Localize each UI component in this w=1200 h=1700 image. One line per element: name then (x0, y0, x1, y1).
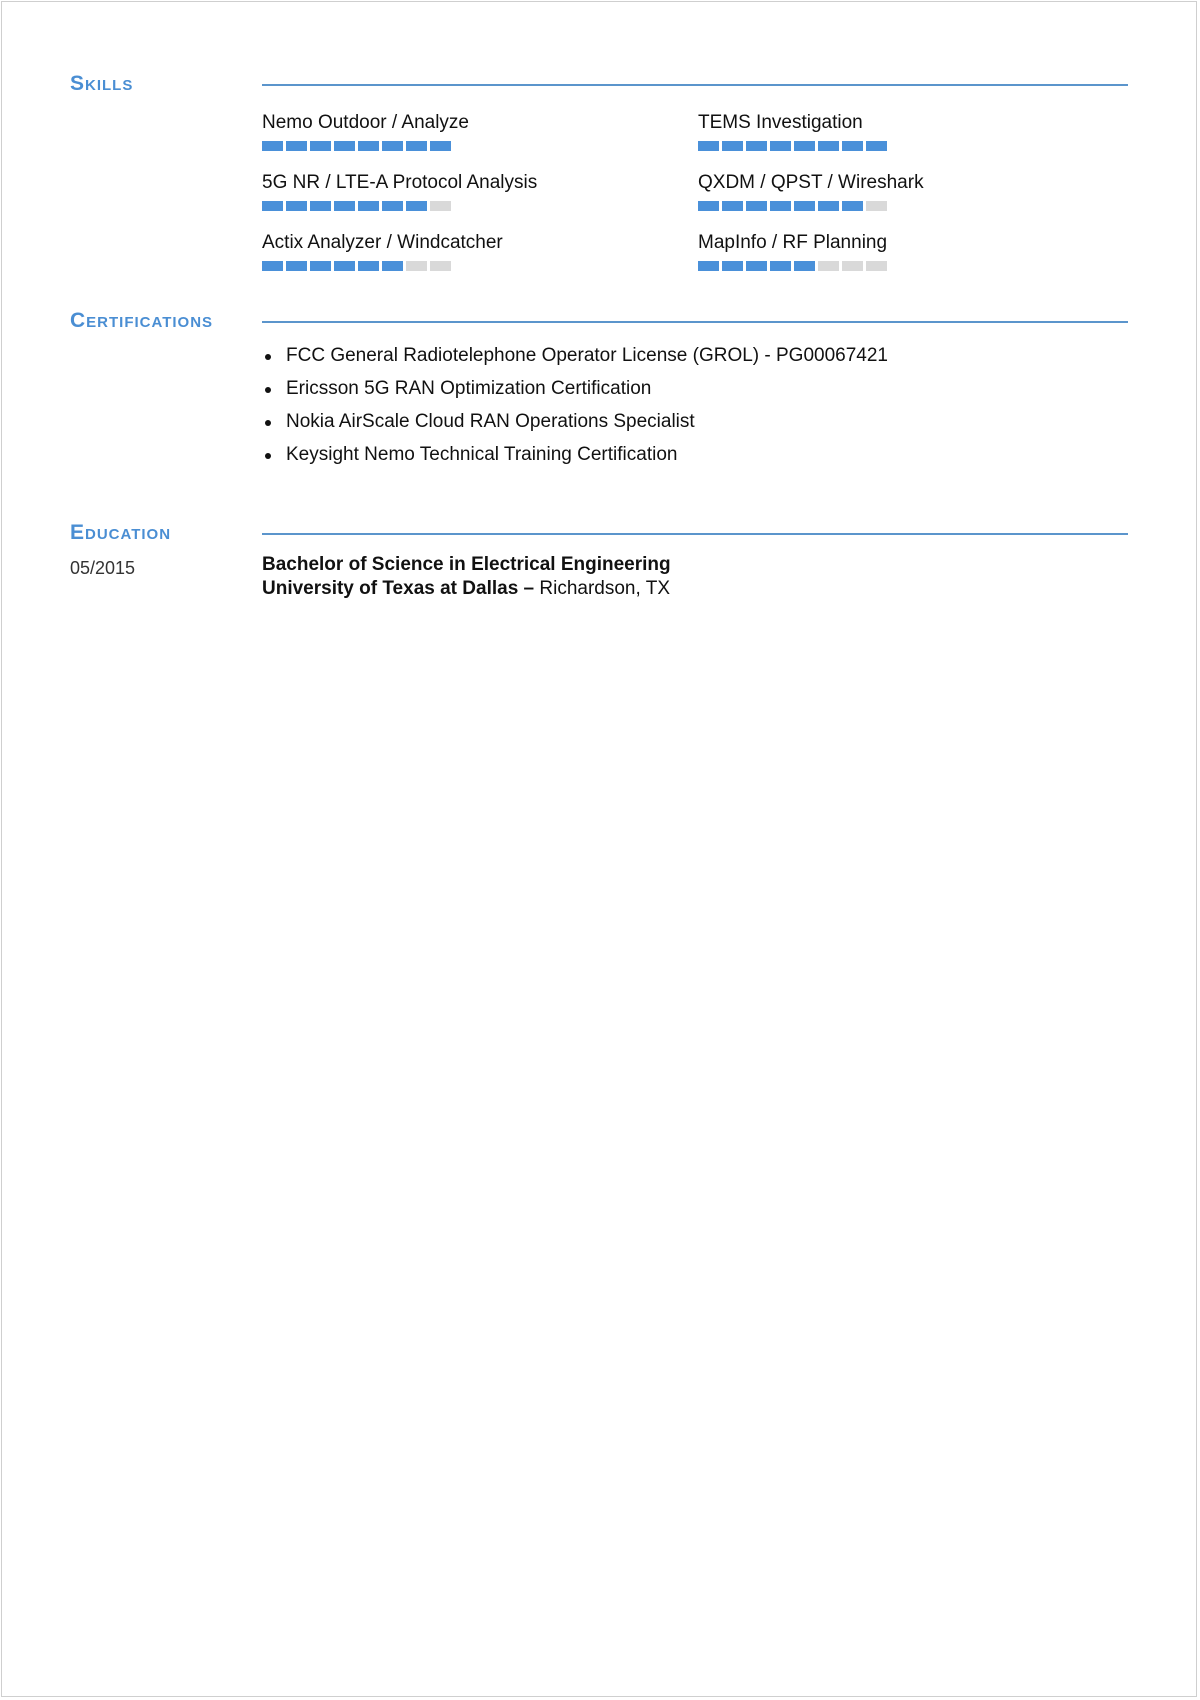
skill-label: MapInfo / RF Planning (698, 232, 888, 253)
skill-level-segment-empty (430, 201, 451, 211)
skill-level-segment-filled (310, 201, 331, 211)
skill-level-segment-filled (334, 201, 355, 211)
skill-level-segment-filled (310, 141, 331, 151)
skill-label: 5G NR / LTE-A Protocol Analysis (262, 172, 538, 193)
skill-level-bar (262, 201, 682, 211)
skill-level-bar (698, 201, 1118, 211)
skill-level-segment-empty (430, 261, 451, 271)
skill-level-segment-filled (842, 201, 863, 211)
skill-level-segment-filled (746, 261, 767, 271)
certifications-list (262, 345, 888, 477)
skill-label: QXDM / QPST / Wireshark (698, 172, 924, 193)
skill-item (262, 232, 682, 271)
section-title-certifications: Certifications (70, 309, 214, 332)
skill-level-segment-filled (770, 261, 791, 271)
skill-level-segment-filled (722, 261, 743, 271)
skill-level-segment-filled (770, 201, 791, 211)
skill-level-segment-filled (794, 141, 815, 151)
skill-level-segment-filled (334, 141, 355, 151)
skill-level-segment-filled (722, 201, 743, 211)
section-divider (262, 84, 1128, 86)
skill-level-bar (262, 261, 682, 271)
skill-level-segment-filled (406, 201, 427, 211)
skill-level-segment-filled (334, 261, 355, 271)
section-title-skills: Skills (70, 72, 134, 95)
certification-item: Keysight Nemo Technical Training Certification (262, 444, 888, 477)
skill-label: TEMS Investigation (698, 112, 863, 133)
skill-level-segment-filled (770, 141, 791, 151)
skill-item (262, 112, 682, 151)
skill-level-segment-filled (698, 201, 719, 211)
skill-label: Actix Analyzer / Windcatcher (262, 232, 503, 253)
skill-level-segment-filled (794, 261, 815, 271)
skill-level-segment-filled (722, 141, 743, 151)
skill-level-segment-filled (262, 261, 283, 271)
skill-level-segment-filled (406, 141, 427, 151)
skill-level-segment-filled (746, 201, 767, 211)
skill-item (698, 112, 1118, 151)
skill-level-segment-filled (698, 261, 719, 271)
education-school-line (262, 577, 671, 601)
skill-level-segment-filled (842, 141, 863, 151)
skill-level-segment-filled (382, 261, 403, 271)
skill-item (698, 172, 1118, 211)
skill-level-segment-filled (310, 261, 331, 271)
skill-item (698, 232, 1118, 271)
section-title-education: Education (70, 521, 172, 544)
skill-level-segment-filled (698, 141, 719, 151)
education-entry (262, 553, 671, 601)
skill-level-segment-filled (746, 141, 767, 151)
skill-level-segment-filled (358, 201, 379, 211)
skill-level-segment-filled (382, 141, 403, 151)
skill-level-bar (698, 261, 1118, 271)
skill-level-segment-filled (358, 141, 379, 151)
education-location: Richardson, TX (539, 578, 670, 599)
skill-level-segment-filled (262, 201, 283, 211)
skill-level-segment-filled (866, 141, 887, 151)
skill-level-bar (262, 141, 682, 151)
skill-level-segment-filled (262, 141, 283, 151)
section-divider (262, 533, 1128, 535)
skill-level-segment-empty (866, 261, 887, 271)
skill-level-segment-filled (818, 141, 839, 151)
education-date: 05/2015 (70, 558, 136, 578)
skill-level-segment-empty (842, 261, 863, 271)
skill-level-bar (698, 141, 1118, 151)
education-school: University of Texas at Dallas – (262, 578, 535, 599)
certification-item: Nokia AirScale Cloud RAN Operations Specialist (262, 411, 888, 444)
education-degree: Bachelor of Science in Electrical Engineering (262, 554, 671, 575)
skill-level-segment-filled (358, 261, 379, 271)
certification-item: Ericsson 5G RAN Optimization Certification (262, 378, 888, 411)
skill-level-segment-empty (866, 201, 887, 211)
resume-page (1, 1, 1197, 1697)
skill-level-segment-filled (430, 141, 451, 151)
skill-level-segment-filled (382, 201, 403, 211)
skill-level-segment-filled (818, 201, 839, 211)
skill-item (262, 172, 682, 211)
skill-label: Nemo Outdoor / Analyze (262, 112, 469, 133)
skill-level-segment-filled (286, 141, 307, 151)
skill-level-segment-empty (818, 261, 839, 271)
skill-level-segment-filled (286, 261, 307, 271)
section-divider (262, 321, 1128, 323)
certification-item: FCC General Radiotelephone Operator License (GROL) - PG00067421 (262, 345, 888, 378)
skill-level-segment-filled (794, 201, 815, 211)
skill-level-segment-filled (286, 201, 307, 211)
skill-level-segment-empty (406, 261, 427, 271)
